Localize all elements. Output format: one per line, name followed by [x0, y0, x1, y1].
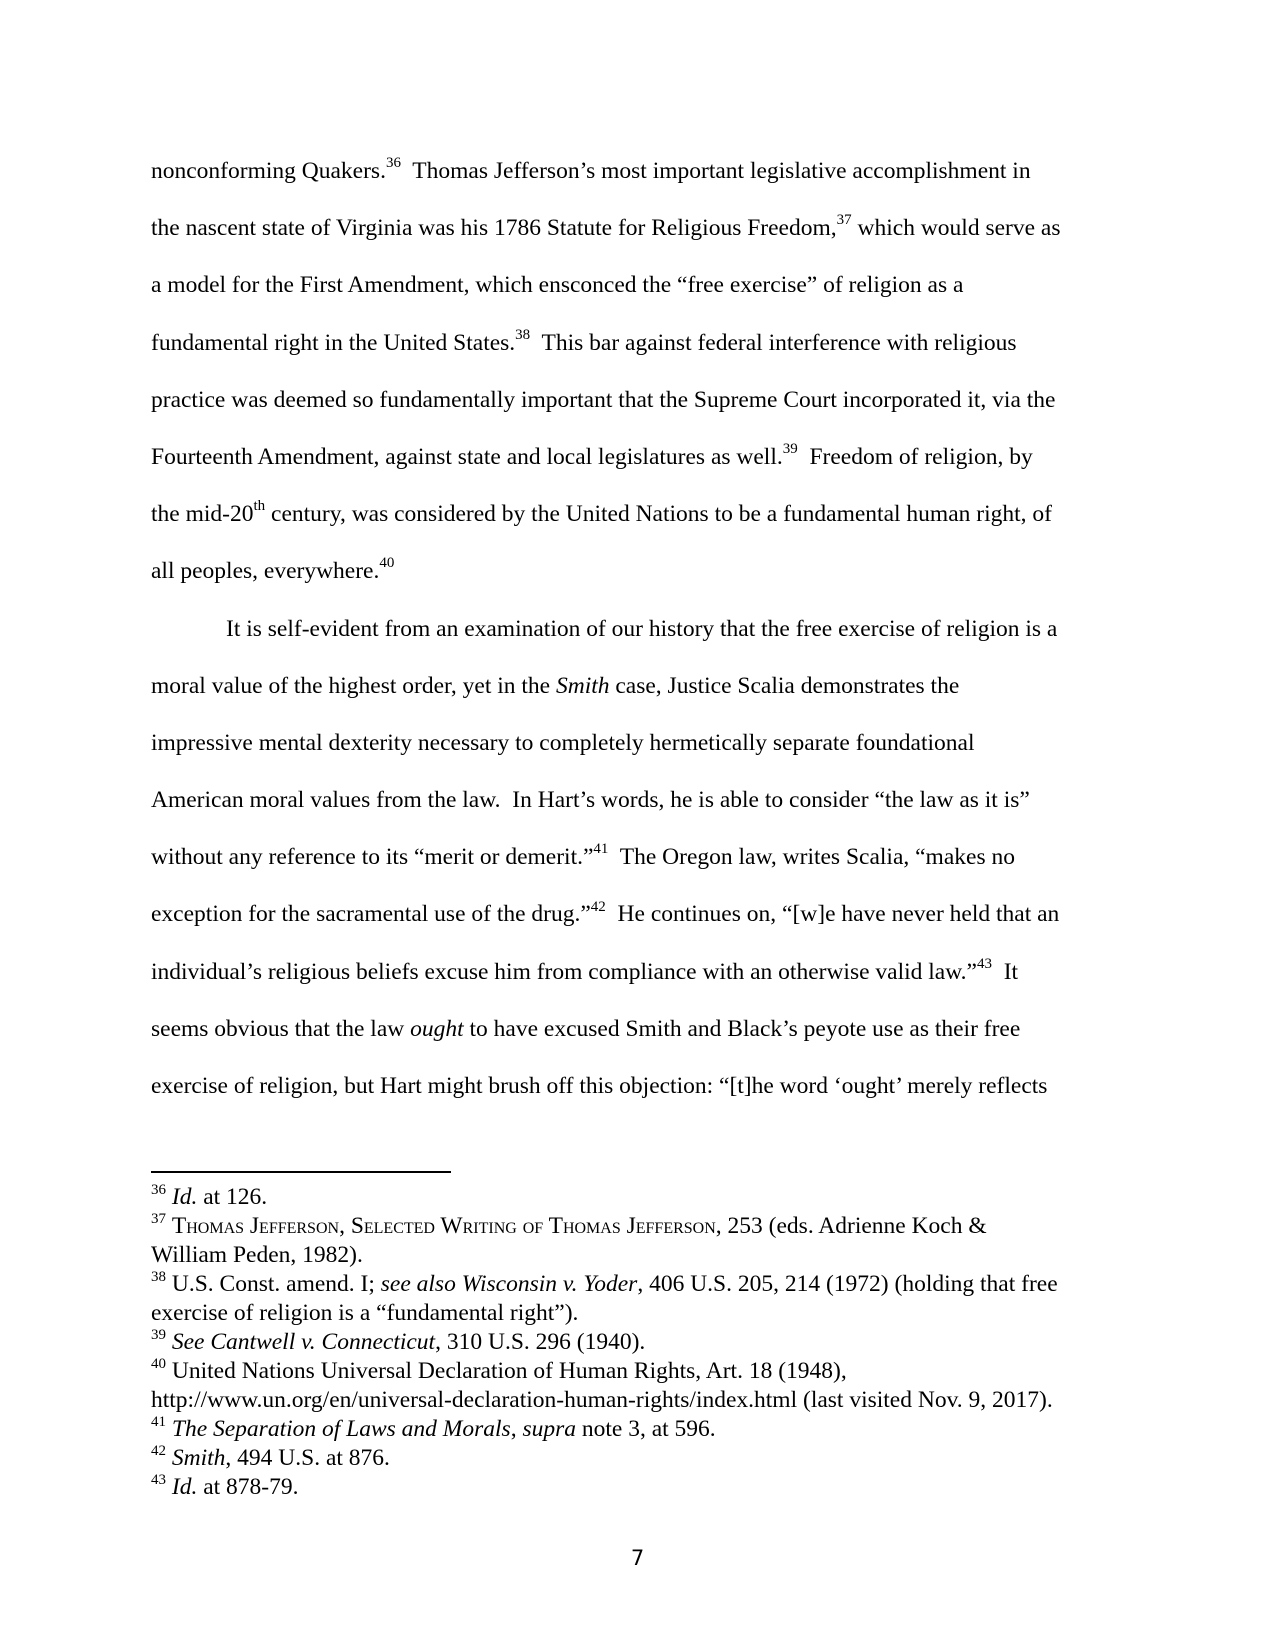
- text-run: It is self-evident from an examination of our history that the free exercise of religion is a: [226, 615, 1058, 642]
- footnote-line: [151, 1444, 1141, 1473]
- footnote-reference: 42: [151, 1443, 166, 1460]
- text-run: , 494 U.S. at 876.: [225, 1445, 390, 1471]
- text-run: He continues on, “[w]e have never held that an: [605, 901, 1060, 928]
- text-run: , 310 U.S. 296 (1940).: [435, 1329, 646, 1355]
- text-run: note 3, at 596.: [576, 1416, 716, 1442]
- text-run: American moral values from the law. In Hart’s words, he is able to consider “the law as it is”: [151, 787, 1030, 814]
- body-line: [151, 200, 1131, 257]
- text-run: The Oregon law, writes Scalia, “makes no: [608, 844, 1015, 871]
- text-run: It: [991, 958, 1019, 985]
- body-line: [151, 829, 1131, 886]
- body-line: [151, 372, 1131, 429]
- text-run: http://www.un.org/en/universal-declaration-human-rights/index.html (last visited Nov. 9, 2017).: [151, 1387, 1053, 1413]
- text-run: exercise of religion, but Hart might brush off this objection: “[t]he word ‘ought’ merely reflects: [151, 1073, 1048, 1099]
- text-run: impressive mental dexterity necessary to completely hermetically separate foundational: [151, 729, 975, 756]
- footnote-reference: 37: [151, 1211, 166, 1228]
- footnote-line: [151, 1270, 1141, 1299]
- text-run: seems obvious that the law: [151, 1015, 411, 1042]
- text-run: case, Justice Scalia demonstrates the: [609, 672, 960, 699]
- body-line: [151, 944, 1131, 1001]
- text-run: all peoples, everywhere.: [151, 558, 380, 585]
- text-run: at 126.: [197, 1184, 268, 1210]
- body-line: [151, 658, 1131, 715]
- text-run: exception for the sacramental use of the drug.”: [151, 901, 591, 928]
- body-text: [151, 143, 1131, 1115]
- text-run: United Nations Universal Declaration of Human Rights, Art. 18 (1948),: [166, 1358, 847, 1384]
- footnote-line: [151, 1212, 1141, 1241]
- body-line: [151, 1058, 1131, 1115]
- text-run: individual’s religious beliefs excuse him from compliance with an otherwise valid law.”: [151, 958, 977, 985]
- footnote-reference: 36: [151, 1182, 166, 1199]
- italic-text: Id.: [171, 1474, 198, 1500]
- text-run: nonconforming Quakers.: [151, 158, 386, 184]
- body-line: [151, 1001, 1131, 1058]
- text-run: practice was deemed so fundamentally important that the Supreme Court incorporated it, via the: [151, 386, 1056, 413]
- body-line: [151, 429, 1131, 486]
- italic-text: ought: [410, 1015, 464, 1042]
- footnote-line: [151, 1183, 1141, 1212]
- footnote-line: [151, 1386, 1141, 1415]
- footnote-reference: 43: [151, 1472, 166, 1489]
- text-run: , 253 (eds. Adrienne Koch &: [715, 1213, 987, 1239]
- italic-text: supra: [522, 1416, 576, 1442]
- italic-text: The Separation of Laws and Morals: [171, 1416, 511, 1442]
- footnote-reference: 40: [151, 1356, 166, 1373]
- footnote-reference: 43: [976, 955, 992, 972]
- footnote-reference: th: [253, 498, 266, 515]
- footnote-separator: [151, 1171, 451, 1173]
- footnote-line: [151, 1415, 1141, 1444]
- footnote-reference: 36: [385, 155, 401, 172]
- text-run: Thomas Jefferson’s most important legislative accomplishment in: [400, 158, 1031, 184]
- footnote-line: [151, 1473, 1141, 1502]
- text-run: ,: [510, 1416, 523, 1442]
- text-run: century, was considered by the United Nations to be a fundamental human right, of: [265, 501, 1052, 528]
- text-run: U.S. Const. amend. I;: [166, 1271, 381, 1297]
- footnote-reference: 38: [515, 326, 531, 343]
- italic-text: See Cantwell v. Connecticut: [171, 1329, 436, 1355]
- text-run: Fourteenth Amendment, against state and local legislatures as well.: [151, 443, 783, 470]
- body-line: [151, 601, 1131, 658]
- text-run: William Peden, 1982).: [151, 1242, 363, 1268]
- body-line: [151, 543, 1131, 600]
- footnote-reference: 40: [379, 555, 395, 572]
- italic-text: Smith: [171, 1445, 226, 1471]
- footnote-reference: 41: [151, 1414, 166, 1431]
- body-line: [151, 257, 1131, 314]
- footnotes: [151, 1183, 1141, 1502]
- italic-text: Id.: [171, 1184, 198, 1210]
- footnote-line: [151, 1299, 1141, 1328]
- footnote-reference: 37: [836, 212, 852, 229]
- text-run: moral value of the highest order, yet in the: [151, 672, 556, 699]
- body-line: [151, 772, 1131, 829]
- text-run: exercise of religion is a “fundamental right”).: [151, 1300, 579, 1326]
- body-line: [151, 886, 1131, 943]
- body-line: [151, 486, 1131, 543]
- body-line: [151, 315, 1131, 372]
- footnote-line: [151, 1241, 1141, 1270]
- italic-text: see also Wisconsin v. Yoder: [380, 1271, 638, 1297]
- small-caps-text: Thomas Jefferson, Selected Writing of Thomas Jefferson: [171, 1213, 716, 1239]
- footnote-line: [151, 1328, 1141, 1357]
- footnote-reference: 39: [151, 1327, 166, 1344]
- italic-text: Smith: [555, 672, 610, 699]
- footnote-reference: 38: [151, 1269, 166, 1286]
- body-line: [151, 715, 1131, 772]
- footnote-reference: 39: [782, 441, 798, 458]
- text-run: without any reference to its “merit or demerit.”: [151, 844, 594, 871]
- text-run: which would serve as: [851, 215, 1061, 242]
- body-line: [151, 143, 1131, 200]
- text-run: , 406 U.S. 205, 214 (1972) (holding that free: [637, 1271, 1058, 1297]
- text-run: the mid-20: [151, 501, 254, 528]
- text-run: This bar against federal interference with religious: [530, 329, 1017, 356]
- text-run: the nascent state of Virginia was his 1786 Statute for Religious Freedom,: [151, 215, 837, 242]
- text-run: to have excused Smith and Black’s peyote use as their free: [463, 1015, 1021, 1042]
- page-number: 7: [630, 1546, 645, 1570]
- footnote-reference: 42: [590, 898, 606, 915]
- text-run: Freedom of religion, by: [797, 443, 1033, 470]
- text-run: a model for the First Amendment, which ensconced the “free exercise” of religion as a: [151, 272, 964, 299]
- footnote-line: [151, 1357, 1141, 1386]
- text-run: fundamental right in the United States.: [151, 329, 516, 356]
- footnote-reference: 41: [593, 841, 609, 858]
- text-run: at 878-79.: [197, 1474, 299, 1500]
